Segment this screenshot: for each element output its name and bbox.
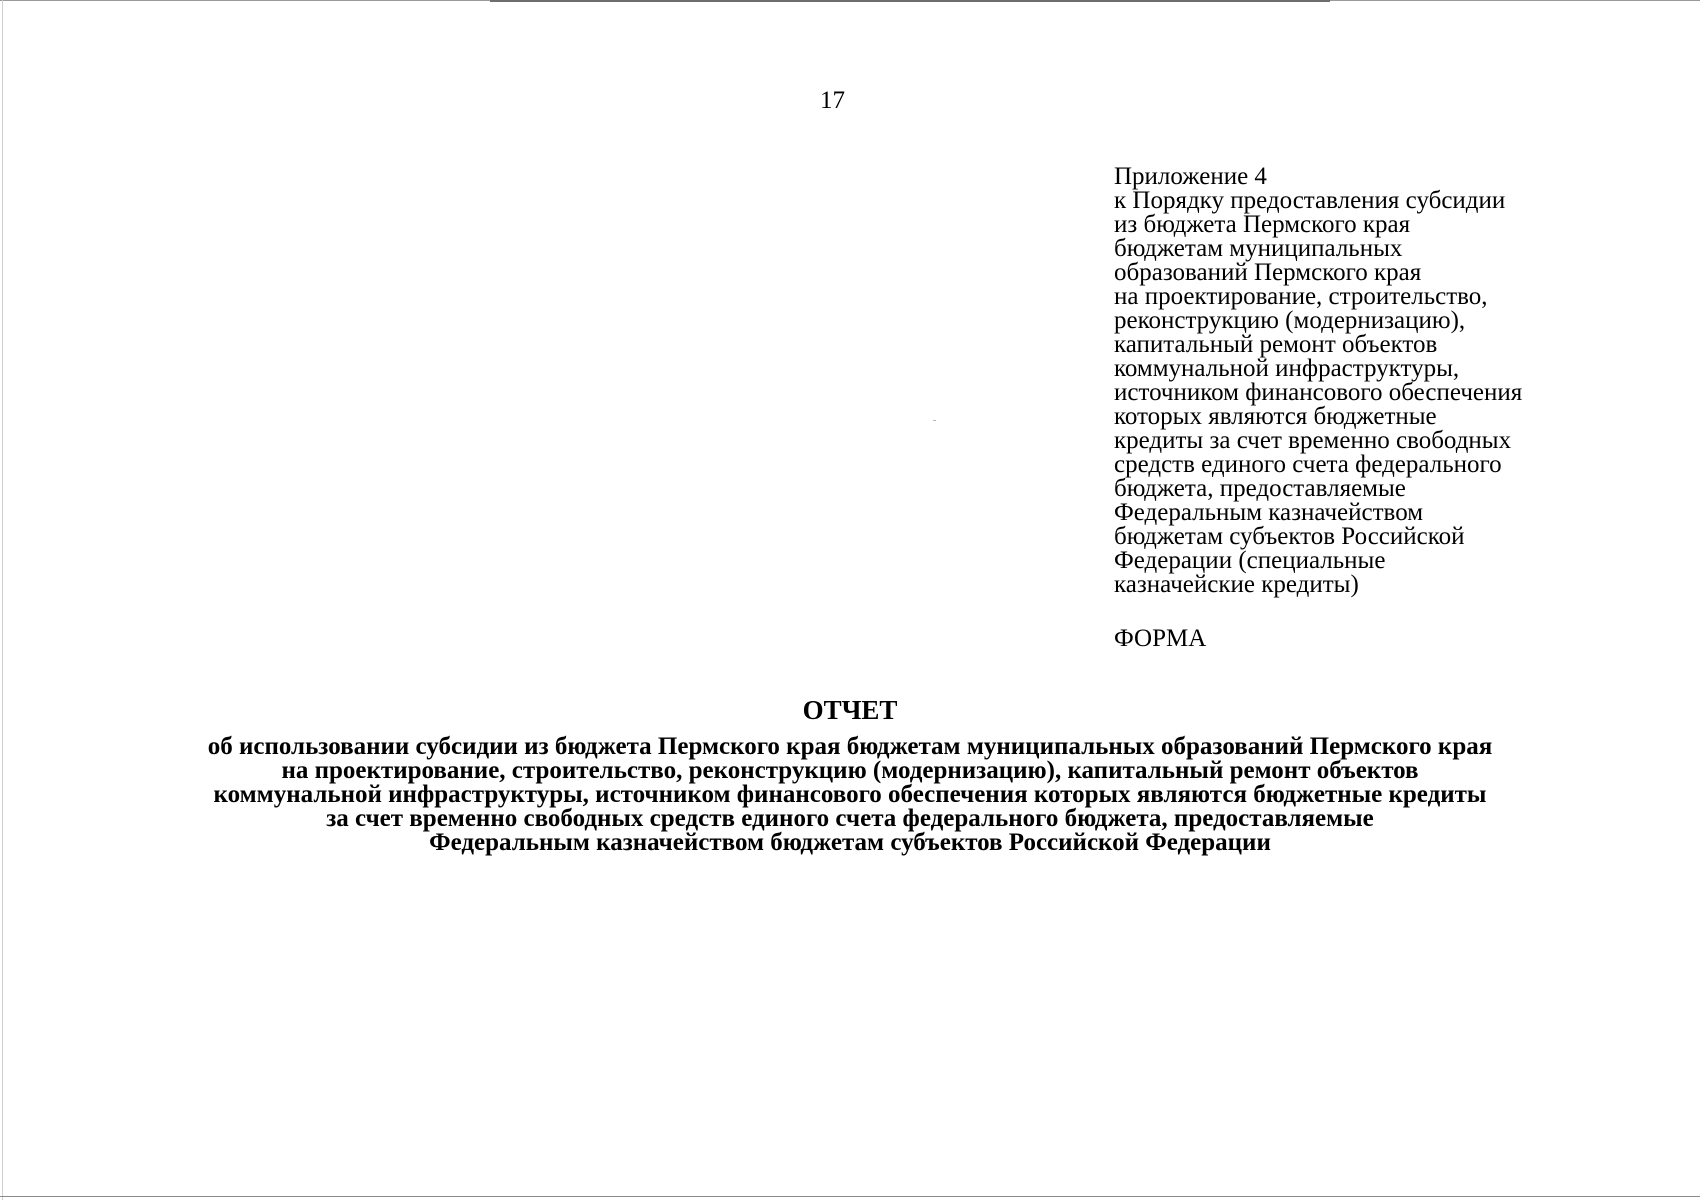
appendix-line: реконструкцию (модернизацию),	[1114, 307, 1466, 334]
scan-speck	[933, 420, 936, 421]
appendix-line: источником финансового обеспечения	[1114, 379, 1523, 406]
scan-bottom-edge	[0, 1196, 1700, 1197]
appendix-line: капитальный ремонт объектов	[1114, 331, 1438, 358]
report-subtitle-line: Федеральным казначейством бюджетам субъектов Российской Федерации	[429, 829, 1271, 856]
report-subtitle-line: коммунальной инфраструктуры, источником финансового обеспечения которых являются бюджетные кредиты	[213, 781, 1487, 808]
report-subtitle-line: на проектирование, строительство, реконструкцию (модернизацию), капитальный ремонт объектов	[281, 757, 1419, 784]
report-subtitle	[60, 735, 1640, 855]
appendix-line: которых являются бюджетные	[1114, 403, 1437, 430]
appendix-line: казначейские кредиты)	[1114, 571, 1359, 598]
appendix-line: из бюджета Пермского края	[1114, 211, 1411, 238]
appendix-line: средств единого счета федерального	[1114, 451, 1502, 478]
report-title: ОТЧЕТ	[802, 695, 898, 725]
appendix-line: Приложение 4	[1114, 163, 1267, 190]
appendix-line: Федеральным казначейством	[1114, 499, 1424, 526]
appendix-line: образований Пермского края	[1114, 259, 1422, 286]
appendix-line: к Порядку предоставления субсидии	[1114, 187, 1506, 214]
appendix-line: бюджетам муниципальных	[1114, 235, 1403, 262]
appendix-line: бюджетам субъектов Российской	[1114, 523, 1465, 550]
appendix-line: коммунальной инфраструктуры,	[1114, 355, 1460, 382]
appendix-header	[1114, 165, 1584, 597]
appendix-line: кредиты за счет временно свободных	[1114, 427, 1512, 454]
appendix-line: Федерации (специальные	[1114, 547, 1386, 574]
report-subtitle-line: об использовании субсидии из бюджета Пермского края бюджетам муниципальных образований Пермского края	[207, 733, 1493, 760]
report-subtitle-line: за счет временно свободных средств единого счета федерального бюджета, предоставляемые	[326, 805, 1374, 832]
scan-top-edge-dark	[490, 0, 1330, 2]
page-number: 17	[820, 87, 845, 114]
appendix-line: бюджета, предоставляемые	[1114, 475, 1406, 502]
form-label: ФОРМА	[1114, 625, 1207, 652]
appendix-line: на проектирование, строительство,	[1114, 283, 1488, 310]
scan-left-edge	[2, 0, 3, 1200]
